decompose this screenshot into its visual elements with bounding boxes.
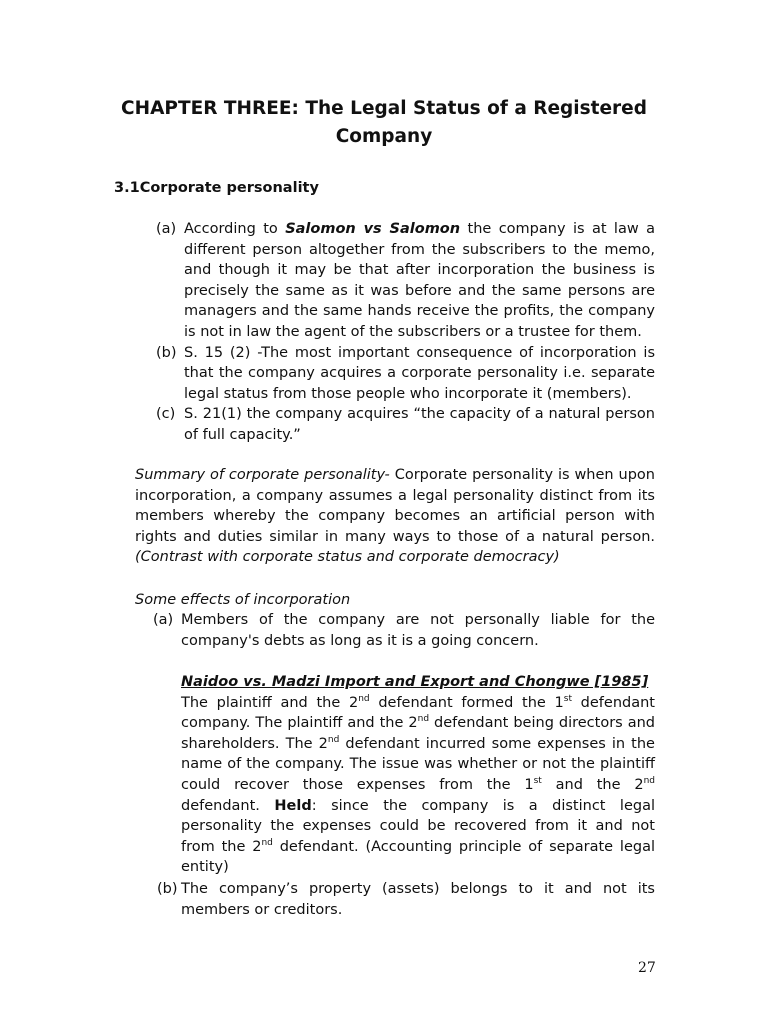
section-number: 3.1 [114, 180, 140, 196]
summary-lead: Summary of corporate personality- [135, 467, 390, 483]
list-marker: (a) [153, 612, 174, 628]
list-item [156, 404, 655, 445]
list-item-text: S. 21(1) the company acquires “the capacity of a natural person of full capacity.” [184, 406, 655, 443]
chapter-title: CHAPTER THREE: The Legal Status of a Registered Company [121, 98, 647, 147]
case-text: The plaintiff and the 2nd defendant formed the 1st defendant company. The plaintiff and the 2nd defendant being directors and shareholders. The 2nd defendant incurred some expenses in the name of the company. The issue was whether or not the plaintiff could recover those expenses from the 1st and the 2nd defendant. Held: since the company is a distinct legal personality the expenses could be recovered from it and not from the 2nd defendant. (Accounting principle of separate legal entity) [181, 693, 656, 876]
page-number: 27 [638, 960, 656, 976]
case-block [181, 672, 655, 878]
list-marker: (b) [156, 344, 177, 361]
list-item-text: S. 15 (2) -The most important consequence of incorporation is that the company acquires a corporate personality i.e. separate legal status from those people who incorporate it (members). [184, 344, 655, 402]
summary-paragraph [135, 465, 655, 568]
list-item-text: The company’s property (assets) belongs to it and not its members or creditors. [181, 881, 655, 918]
effects-list-b [157, 879, 655, 920]
section-heading [114, 178, 319, 199]
summary-contrast: (Contrast with corporate status and corporate democracy) [135, 549, 560, 566]
section-title: Corporate personality [139, 180, 319, 196]
case-title: Naidoo vs. Madzi Import and Export and Chongwe [1985] [181, 674, 649, 690]
list-marker: (a) [156, 221, 177, 237]
list-item-text: According to [184, 221, 286, 237]
list-item-text: the company is at law a different person altogether from the subscribers to the memo, and though it may be that after incorporation the business is precisely the same as it was before and the same persons are managers and the same hands receive the profits, the company is not in law the agent of the subscribers or a trustee for them. [184, 221, 655, 340]
list-marker: (c) [156, 406, 176, 423]
list-item [153, 610, 655, 651]
list-item [156, 219, 655, 343]
held-label: Held [274, 797, 312, 814]
list-item [157, 879, 655, 920]
list-item-text: Members of the company are not personally liable for the company's debts as long as it is a going concern. [181, 612, 655, 649]
summary-body: Corporate personality is when upon incorporation, a company assumes a legal personality distinct from its members whereby the company becomes an artificial person with rights and duties similar in many ways to those of a natural person. [135, 467, 655, 545]
case-name: Salomon vs Salomon [285, 221, 461, 237]
list-item [156, 343, 655, 405]
effects-list-a [153, 610, 655, 651]
effects-heading: Some effects of incorporation [135, 592, 351, 608]
list-marker: (b) [157, 881, 178, 897]
corporate-personality-list [156, 219, 655, 446]
